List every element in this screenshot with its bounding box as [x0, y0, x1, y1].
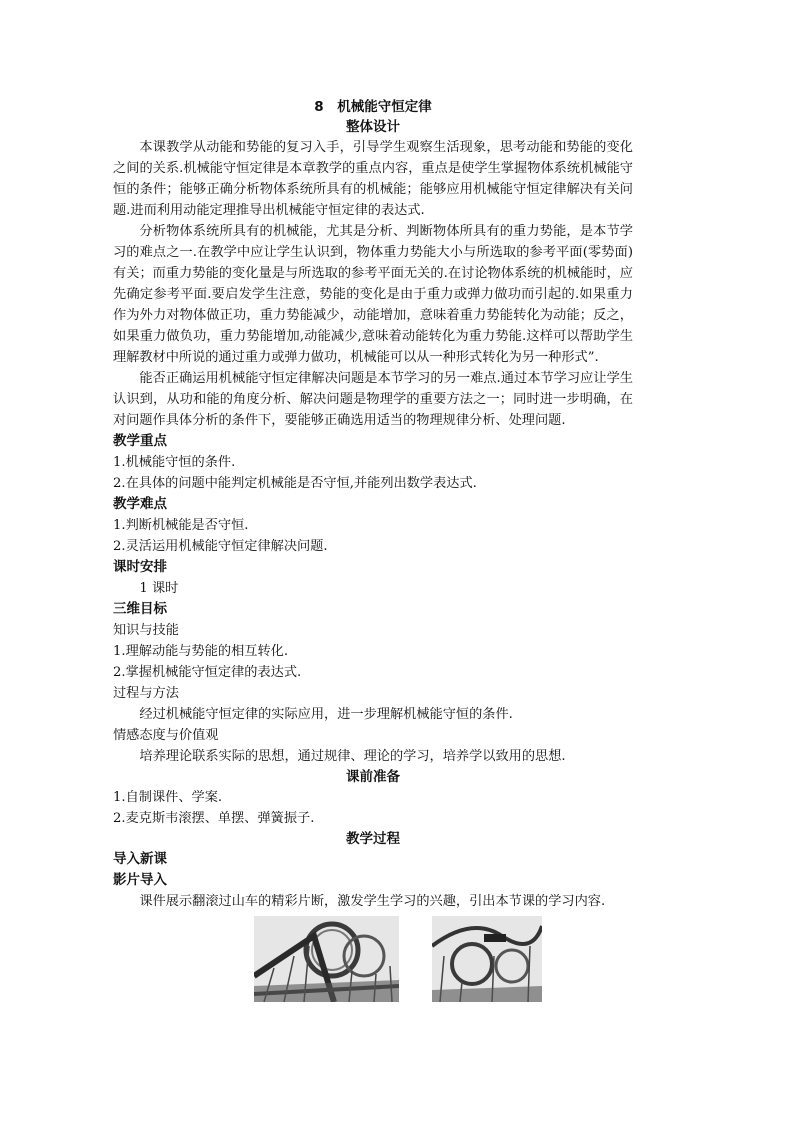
- schedule-value: 1 课时: [139, 581, 179, 596]
- overall-design-heading: 整体设计: [346, 119, 400, 135]
- film-intro-text: 课件展示翻滚过山车的精彩片断，激发学生学习的兴趣，引出本节课的学习内容.: [139, 894, 606, 909]
- page-title: 8 机械能守恒定律: [314, 99, 432, 115]
- document-page: [113, 98, 633, 912]
- teaching-process-heading: 教学过程: [346, 831, 400, 847]
- photo-row: [0, 916, 794, 1002]
- intro-paragraph-1: 本课教学从动能和势能的复习入手，引导学生观察生活现象，思考动能和势能的变化之间的关系.机械能守恒定律是本章教学的重点内容，重点是使学生掌握物体系统机械能守恒的条件；能够正确分析物体系统所具有的机械能；能够应用机械能守恒定律解决有关问题.进而利用动能定理推导出机械能守恒定律的表达式.: [113, 140, 633, 218]
- process-text: 经过机械能守恒定律的实际应用，进一步理解机械能守恒的条件.: [139, 707, 513, 722]
- knowledge-item: 1.理解动能与势能的相互转化.: [113, 644, 289, 659]
- knowledge-label: 知识与技能: [113, 623, 179, 638]
- key-point-item: 2.在具体的问题中能判定机械能是否守恒,并能列出数学表达式.: [113, 476, 477, 491]
- process-label: 过程与方法: [113, 686, 179, 701]
- film-intro-heading: 影片导入: [113, 872, 167, 888]
- attitude-text: 培养理论联系实际的思想，通过规律、理论的学习，培养学以致用的思想.: [139, 749, 566, 764]
- goals-heading: 三维目标: [113, 601, 167, 617]
- key-point-item: 1.机械能守恒的条件.: [113, 455, 236, 470]
- difficulty-item: 2.灵活运用机械能守恒定律解决问题.: [113, 539, 328, 554]
- roller-coaster-photo-left: [254, 916, 399, 1002]
- intro-paragraph-3: 能否正确运用机械能守恒定律解决问题是本节学习的另一难点.通过本节学习应让学生认识到，从功和能的角度分析、解决问题是物理学的重要方法之一；同时进一步明确，在对问题作具体分析的条件下，要能够正确选用适当的物理规律分析、处理问题.: [113, 371, 633, 428]
- difficulty-item: 1.判断机械能是否守恒.: [113, 518, 249, 533]
- preparation-item: 1.自制课件、学案.: [113, 790, 223, 805]
- key-points-heading: 教学重点: [113, 433, 167, 449]
- schedule-heading: 课时安排: [113, 559, 167, 575]
- attitude-label: 情感态度与价值观: [113, 728, 219, 743]
- preparation-item: 2.麦克斯韦滚摆、单摆、弹簧振子.: [113, 811, 315, 826]
- preparation-heading: 课前准备: [346, 769, 400, 785]
- knowledge-item: 2.掌握机械能守恒定律的表达式.: [113, 665, 302, 680]
- intro-paragraph-2: 分析物体系统所具有的机械能，尤其是分析、判断物体所具有的重力势能，是本节学习的难点之一.在教学中应让学生认识到，物体重力势能大小与所选取的参考平面(零势面)有关；而重力势能的变化量是与所选取的参考平面无关的.在讨论物体系统的机械能时，应先确定参考平面.要启发学生注意，势能的变化是由于重力或弹力做功而引起的.如果重力作为外力对物体做正功，重力势能减少，动能增加，意味着重力势能转化为动能；反之，如果重力做负功，重力势能增加,动能减少,意味着动能转化为重力势能.这样可以帮助学生理解教材中所说的通过重力或弹力做功，机械能可以从一种形式转化为另一种形式”.: [113, 224, 633, 365]
- difficulties-heading: 教学难点: [113, 496, 167, 512]
- intro-new-lesson-heading: 导入新课: [113, 851, 167, 867]
- roller-coaster-photo-right: [432, 916, 542, 1002]
